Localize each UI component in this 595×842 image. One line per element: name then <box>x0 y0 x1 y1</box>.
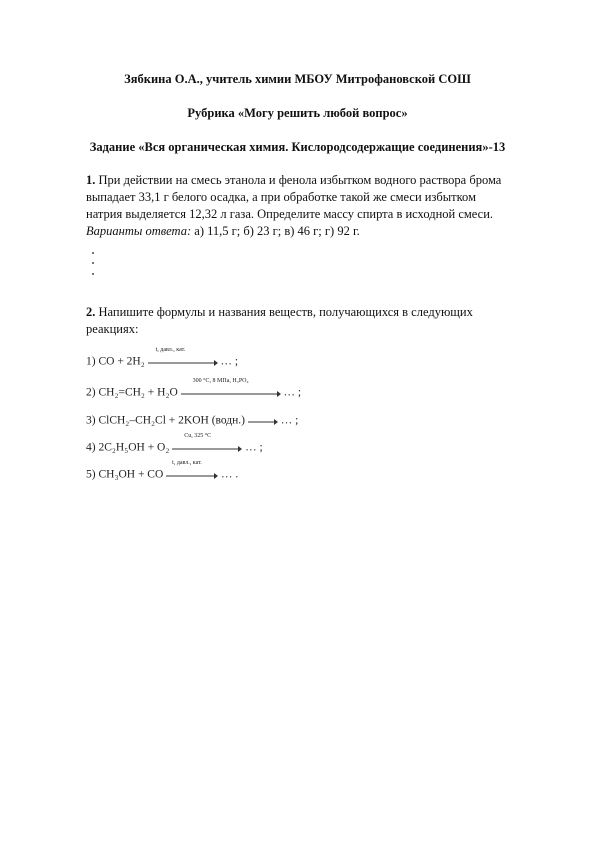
arrow-icon <box>248 413 278 429</box>
reaction-arrow <box>148 347 218 370</box>
reaction-condition: t, давл., кат. <box>155 347 186 353</box>
rubric-line: Рубрика «Могу решить любой вопрос» <box>187 106 408 120</box>
arrow-icon <box>172 440 242 456</box>
reaction-4 <box>86 433 263 456</box>
reaction-number: 4) <box>86 441 96 454</box>
reaction-right: … . <box>221 468 239 481</box>
reaction-left: ClCH₂–CH₂Cl + 2KOH (водн.) <box>98 414 246 427</box>
reaction-right: … ; <box>245 441 263 454</box>
reaction-condition: t, давл., кат. <box>172 460 202 466</box>
reaction-arrow <box>181 378 281 401</box>
stray-dot <box>92 262 94 264</box>
reaction-right: … ; <box>220 355 239 368</box>
reaction-number: 3) <box>86 414 96 427</box>
reaction-left: CH₃OH + CO <box>98 468 164 481</box>
reaction-condition: 300 °C, 8 МПа, H₃PO₄ <box>192 378 249 384</box>
task1-line1: При действии на смесь этанола и фенола избытком водного раствора брома <box>95 173 502 187</box>
arrow-icon <box>166 467 218 483</box>
reaction-left: 2C₂H₅OH + O₂ <box>98 441 170 454</box>
reaction-2 <box>86 378 302 401</box>
reaction-arrow <box>248 413 278 429</box>
reaction-left: CO + 2H₂ <box>98 355 145 368</box>
task2-line1: Напишите формулы и названия веществ, получающихся в следующих <box>95 305 473 319</box>
arrow-icon <box>148 354 218 370</box>
reaction-right: … ; <box>283 386 302 399</box>
reaction-left: CH₂=CH₂ + H₂O <box>98 386 178 399</box>
stray-dot <box>92 252 94 254</box>
reaction-5 <box>86 460 239 483</box>
answers-label: Варианты ответа: <box>86 224 192 238</box>
arrow-icon <box>181 385 281 401</box>
stray-dot <box>92 273 94 275</box>
reaction-condition: Cu, 325 °C <box>184 433 212 439</box>
reaction-number: 2) <box>86 386 96 399</box>
reaction-arrow <box>172 433 242 456</box>
task1-line3: натрия выделяется 12,32 л газа. Определите массу спирта в исходной смеси. <box>86 207 494 221</box>
reaction-3 <box>86 413 298 429</box>
reaction-number: 5) <box>86 468 96 481</box>
task2-line2: реакциях: <box>86 322 139 336</box>
task1-line2: выпадает 33,1 г белого осадка, а при обработке такой же смеси избытком <box>86 190 476 204</box>
reaction-number: 1) <box>86 355 96 368</box>
reaction-arrow <box>166 460 218 483</box>
task1-paragraph <box>86 172 556 240</box>
reaction-right: … ; <box>280 414 299 427</box>
author-line: Зябкина О.А., учитель химии МБОУ Митрофановской СОШ <box>124 72 471 86</box>
answers-text: а) 11,5 г; б) 23 г; в) 46 г; г) 92 г. <box>191 224 360 238</box>
task1-number: 1. <box>86 173 96 187</box>
reaction-1 <box>86 347 239 370</box>
task-title: Задание «Вся органическая химия. Кислородсодержащие соединения»-13 <box>89 140 506 154</box>
task2-number: 2. <box>86 305 96 319</box>
task2-paragraph <box>86 304 556 338</box>
